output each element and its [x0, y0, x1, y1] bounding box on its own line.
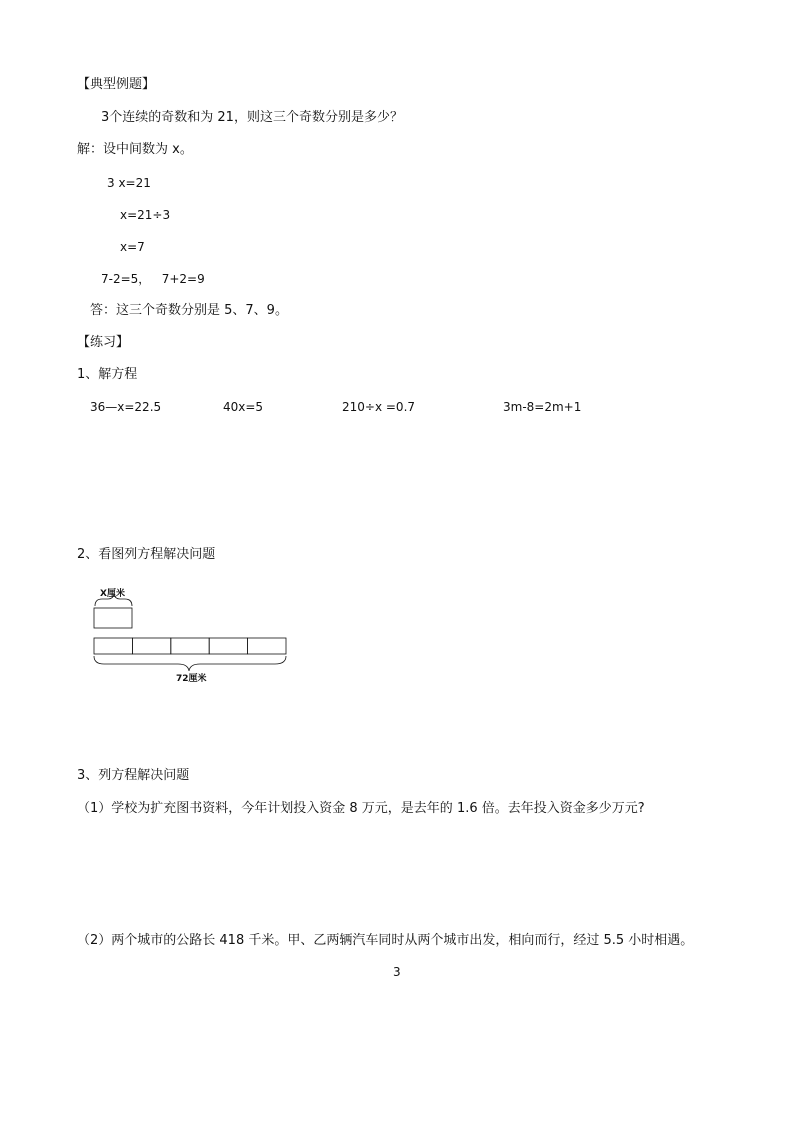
question-3-part-1: （1）学校为扩充图书资料，今年计划投入资金 8 万元，是去年的 1.6 倍。去年投入资金多少万元? [77, 801, 645, 816]
segment-diagram [90, 586, 295, 686]
page-number: 3 [393, 965, 401, 979]
segment-cell [94, 638, 132, 654]
solution-step: x=7 [120, 240, 145, 254]
example-heading: 【典型例题】 [77, 77, 156, 92]
segment-cell [209, 638, 247, 654]
equation: 40x=5 [223, 400, 264, 414]
solution-intro: 解：设中间数为 x。 [77, 142, 193, 157]
top-label: X厘米 [100, 589, 125, 599]
segment-bar [94, 638, 286, 654]
bottom-brace [94, 656, 286, 671]
unit-box [94, 608, 132, 628]
segment-cell [248, 638, 286, 654]
segment-cell [132, 638, 170, 654]
solution-step: x=21÷3 [120, 208, 171, 222]
question-2-title: 2、看图列方程解决问题 [77, 547, 216, 562]
example-problem: 3个连续的奇数和为 21，则这三个奇数分别是多少？ [101, 110, 403, 125]
equation: 3m-8=2m+1 [503, 400, 582, 414]
bottom-label: 72厘米 [176, 674, 207, 684]
equation: 36—x=22.5 [90, 400, 162, 414]
question-3-title: 3、列方程解决问题 [77, 768, 190, 783]
equation: 210÷x =0.7 [342, 400, 416, 414]
segment-cell [171, 638, 209, 654]
solution-step: 3 x=21 [107, 176, 151, 190]
solution-step: 7-2=5， 7+2=9 [101, 272, 205, 286]
solution-answer: 答：这三个奇数分别是 5、7、9。 [90, 303, 288, 318]
question-3-part-2: （2）两个城市的公路长 418 千米。甲、乙两辆汽车同时从两个城市出发，相向而行，经过 5.5 小时相遇。 [77, 933, 694, 948]
question-1-title: 1、解方程 [77, 367, 138, 382]
practice-heading: 【练习】 [77, 335, 130, 350]
